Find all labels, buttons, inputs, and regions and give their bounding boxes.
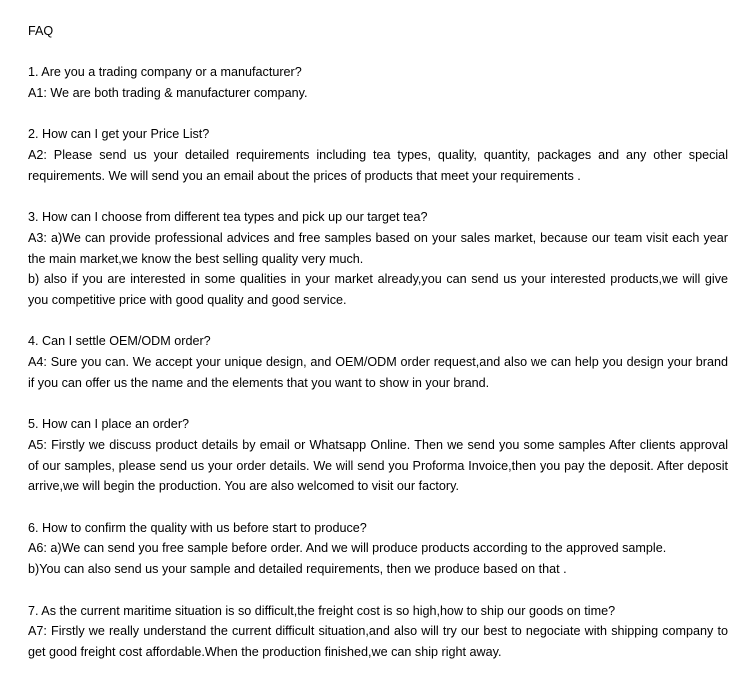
- faq-answer: A4: Sure you can. We accept your unique design, and OEM/ODM order request,and also we can help you design your brand if you can offer us the name and the elements that you want to show in your brand.: [28, 355, 728, 390]
- faq-question: 3. How can I choose from different tea types and pick up our target tea?: [28, 210, 428, 225]
- faq-list: [28, 62, 728, 662]
- faq-item: [28, 331, 728, 393]
- faq-item: [28, 601, 728, 663]
- faq-item: [28, 124, 728, 186]
- faq-question: 5. How can I place an order?: [28, 417, 190, 432]
- faq-answer: A6: a)We can send you free sample before order. And we will produce products according to the approved sample.: [28, 541, 667, 556]
- faq-item: [28, 62, 728, 103]
- faq-question: 2. How can I get your Price List?: [28, 127, 210, 142]
- faq-answer: A7: Firstly we really understand the current difficult situation,and also will try our best to negociate with shipping company to get good freight cost affordable.When the production finished,we can ship right away.: [28, 624, 728, 659]
- faq-answer: b) also if you are interested in some qualities in your market already,you can send us your interested products,we will give you competitive price with good quality and good service.: [28, 272, 728, 308]
- faq-answer: b)You can also send us your sample and detailed requirements, then we produce based on that .: [28, 562, 567, 577]
- faq-item: [28, 414, 728, 497]
- faq-question: 1. Are you a trading company or a manufacturer?: [28, 65, 302, 80]
- faq-answer: A3: a)We can provide professional advices and free samples based on your sales market, because our team visit each year the main market,we know the best selling quality very much.: [28, 230, 728, 266]
- faq-question: 6. How to confirm the quality with us before start to produce?: [28, 520, 367, 535]
- faq-item: [28, 518, 728, 580]
- faq-answer: A1: We are both trading & manufacturer company.: [28, 86, 308, 101]
- faq-item: [28, 207, 728, 311]
- faq-answer: A2: Please send us your detailed requirements including tea types, quality, quantity, packages and any other special requirements. We will send you an email about the prices of products that meet your requirements .: [28, 148, 728, 183]
- faq-answer: A5: Firstly we discuss product details by email or Whatsapp Online. Then we send you some samples After clients approval of our samples, please send us your order details. We will send you Proforma Invoice,then you pay the deposit. After deposit arrive,we will begin the production. You are also welcomed to visit our factory.: [28, 437, 728, 494]
- page-title: FAQ: [28, 24, 54, 38]
- faq-question: 4. Can I settle OEM/ODM order?: [28, 334, 211, 349]
- faq-question: 7. As the current maritime situation is so difficult,the freight cost is so high,how to ship our goods on time?: [28, 603, 616, 618]
